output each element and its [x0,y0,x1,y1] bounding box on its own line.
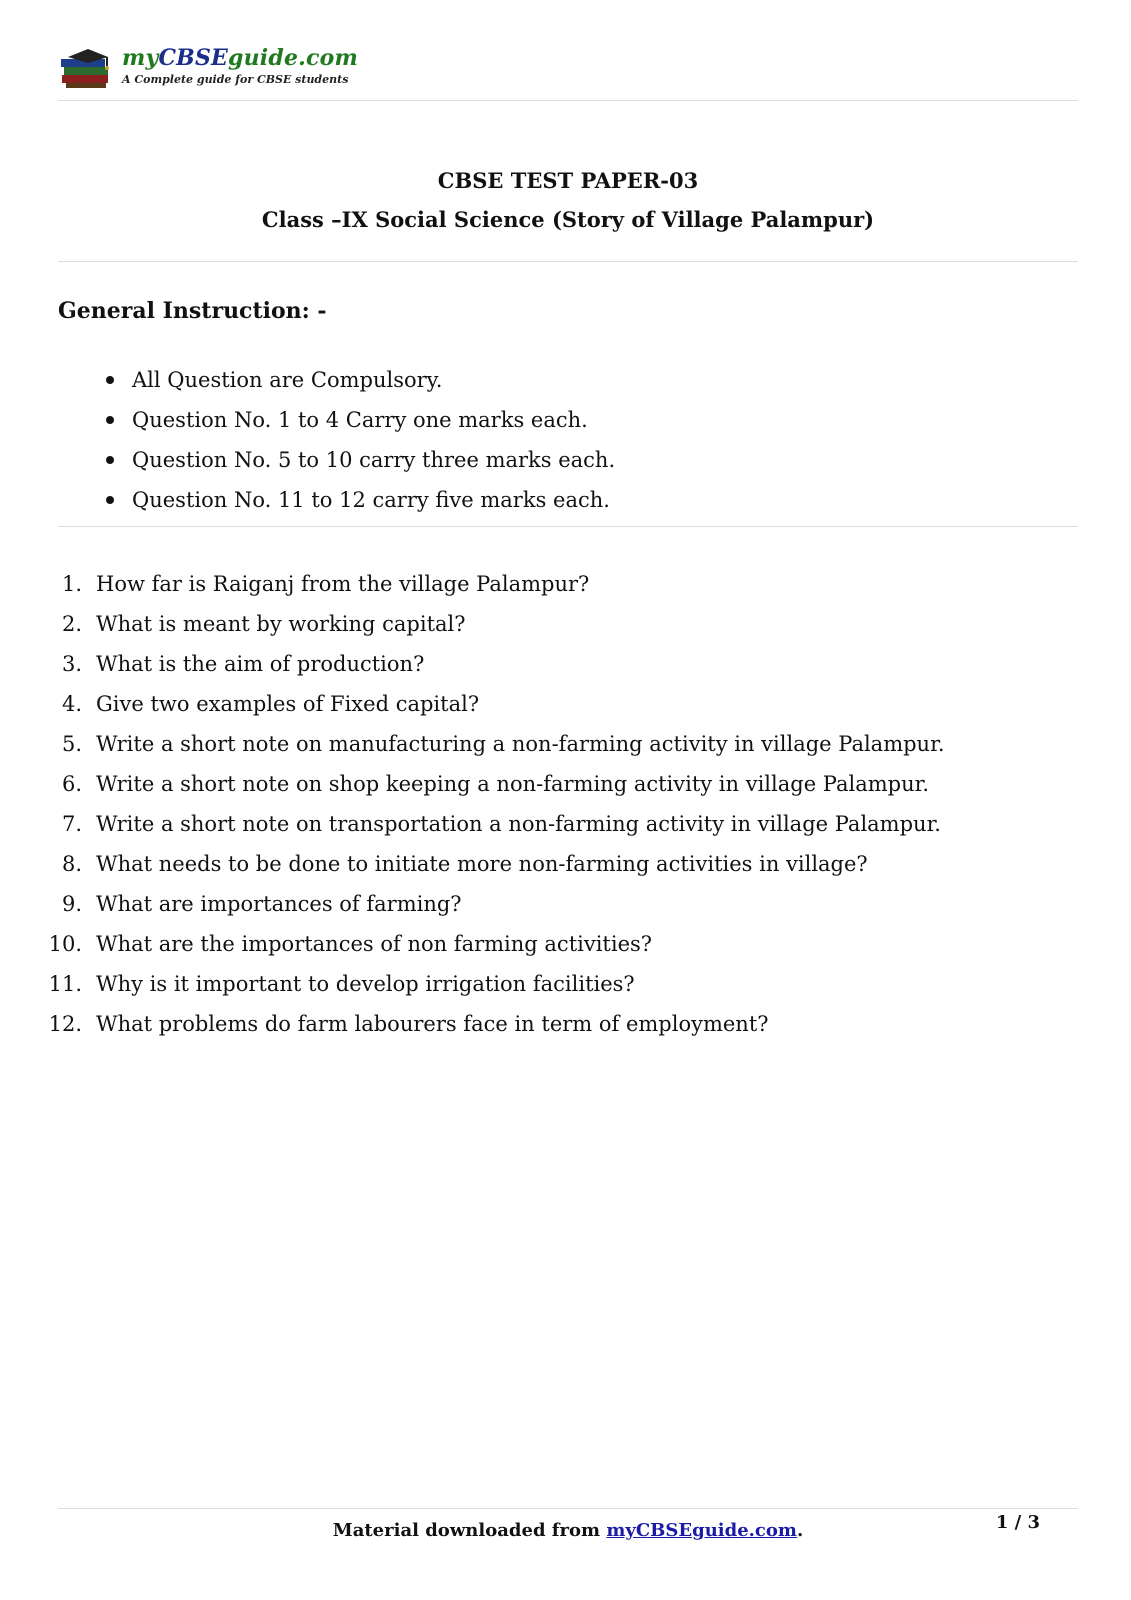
question-item [40,604,945,644]
question-item [40,684,945,724]
questions-list [40,564,945,1044]
question-item [40,804,945,844]
question-number: 7. [61,812,82,836]
question-item [40,724,945,764]
instruction-item: Question No. 11 to 12 carry five marks each. [100,480,615,520]
question-number: 5. [61,732,82,756]
footer-link[interactable]: myCBSEguide.com [606,1520,797,1541]
question-item [40,924,945,964]
instruction-item: All Question are Compulsory. [100,360,615,400]
instructions-list [100,360,615,520]
question-text: What needs to be done to initiate more non-farming activities in village? [96,852,868,876]
paper-title [58,165,1078,236]
question-number: 3. [61,652,82,676]
question-text: Give two examples of Fixed capital? [96,692,480,716]
question-text: Why is it important to develop irrigation facilities? [96,972,635,996]
page-number: 1 / 3 [995,1512,1040,1533]
question-item [40,564,945,604]
question-text: Write a short note on transportation a non-farming activity in village Palampur. [96,812,941,836]
question-text: What is meant by working capital? [96,612,466,636]
question-number: 8. [61,852,82,876]
question-text: What is the aim of production? [96,652,425,676]
question-number: 11. [48,972,82,996]
instruction-item: Question No. 5 to 10 carry three marks each. [100,440,615,480]
instruction-item: Question No. 1 to 4 Carry one marks each. [100,400,615,440]
question-number: 6. [61,772,82,796]
question-text: Write a short note on shop keeping a non-farming activity in village Palampur. [96,772,930,796]
question-number: 9. [61,892,82,916]
logo-text [122,45,358,87]
bullet-icon [106,456,114,464]
question-item [40,764,945,804]
instructions-heading: General Instruction: - [58,298,327,324]
question-item [40,844,945,884]
bullet-icon [106,376,114,384]
question-text: What are importances of farming? [96,892,462,916]
question-item [40,644,945,684]
question-item [40,884,945,924]
logo-brand: myCBSEguide.com [122,45,358,71]
mycbseguide-logo[interactable] [58,45,358,95]
question-text: How far is Raiganj from the village Palampur? [96,572,590,596]
question-text: What are the importances of non farming activities? [96,932,653,956]
footer-credit: Material downloaded from myCBSEguide.com. [332,1520,804,1541]
question-number: 2. [61,612,82,636]
page-footer [58,1510,1078,1550]
logo-tagline: A Complete guide for CBSE students [122,73,349,86]
question-number: 12. [48,1012,82,1036]
paper-title-line2: Class –IX Social Science (Story of Village Palampur) [261,207,875,232]
footer-divider [58,1508,1078,1509]
bullet-icon [106,496,114,504]
paper-title-line1: CBSE TEST PAPER-03 [437,168,699,193]
question-number: 4. [61,692,82,716]
question-text: What problems do farm labourers face in term of employment? [96,1012,769,1036]
books-icon [58,45,118,91]
question-number: 1. [61,572,82,596]
bullet-icon [106,416,114,424]
question-item [40,1004,945,1044]
question-item [40,964,945,1004]
question-text: Write a short note on manufacturing a non-farming activity in village Palampur. [96,732,945,756]
question-number: 10. [48,932,82,956]
divider [58,526,1078,527]
page-header [58,40,1078,101]
divider [58,261,1078,262]
